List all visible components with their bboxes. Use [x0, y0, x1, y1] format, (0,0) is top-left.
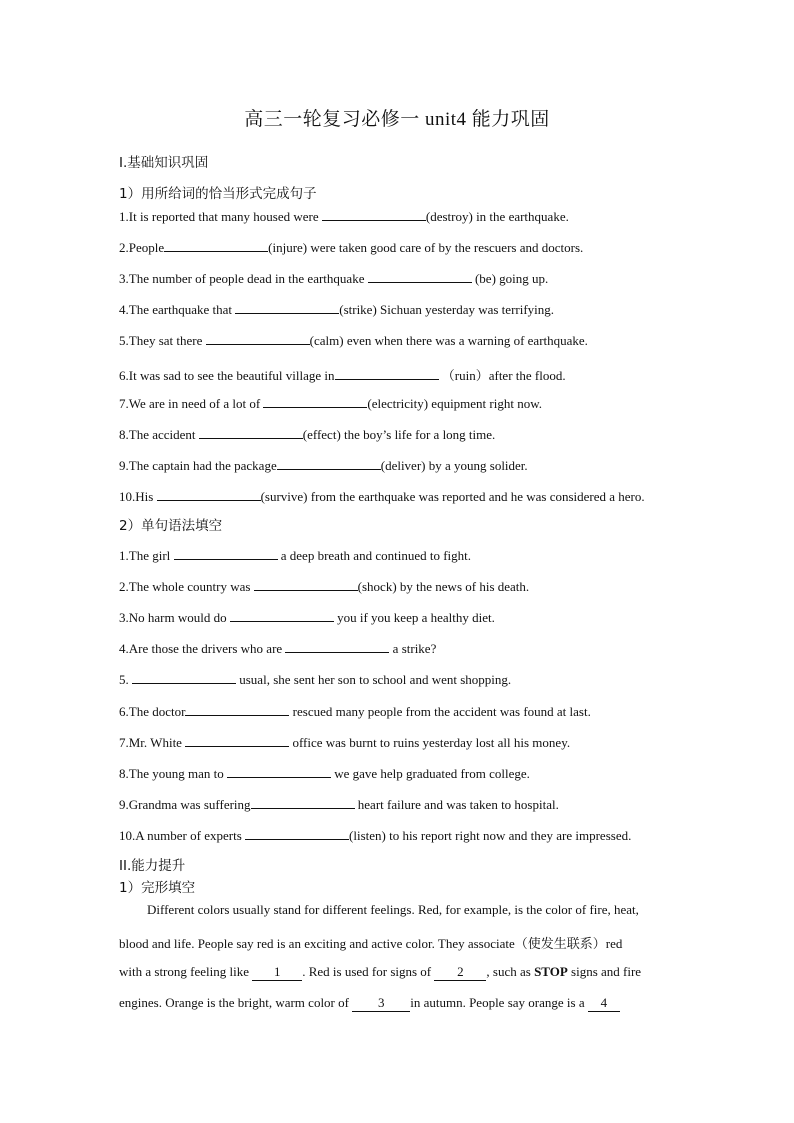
part2-item-9: [119, 797, 559, 813]
item-text-before: 1.The girl: [119, 548, 174, 563]
cloze-blank-4[interactable]: 4: [588, 995, 620, 1012]
part2-item-4: [119, 641, 436, 657]
item-text-before: 6.The doctor: [119, 703, 186, 719]
answer-blank[interactable]: [185, 704, 289, 716]
item-text-after: a strike?: [389, 641, 437, 657]
item-text-before: 4.The earthquake that: [119, 302, 236, 318]
item-text-before: 7.We are in need of a lot of: [119, 395, 264, 411]
part2-item-10: [119, 828, 631, 844]
item-text-after: (strike) Sichuan yesterday was terrifying.: [339, 302, 555, 318]
item-text-after: (effect) the boy’s life for a long time.: [302, 426, 496, 442]
cloze-heading: 1）完形填空: [119, 880, 196, 896]
passage-text: in autumn. People say orange is a: [410, 995, 588, 1010]
answer-blank[interactable]: [157, 489, 261, 501]
answer-blank[interactable]: [164, 240, 268, 252]
stop-word: STOP: [534, 964, 568, 979]
passage-text: blood and life. People say red is an exciting and active color. They associate（使发生联系）red: [119, 936, 623, 951]
passage-line-1: [147, 902, 674, 918]
answer-blank[interactable]: [263, 396, 367, 408]
part1-item-3: [119, 271, 548, 287]
part1-item-9: [119, 458, 528, 474]
item-text-before: 10.A number of experts: [119, 827, 246, 843]
item-text-after: （ruin）after the flood.: [438, 367, 566, 383]
part1-item-8: [119, 427, 495, 443]
item-text-before: 5.: [119, 672, 132, 688]
answer-blank[interactable]: [230, 610, 334, 622]
item-text-after: rescued many people from the accident was found at last.: [289, 703, 591, 719]
part1-item-4: [119, 302, 554, 318]
answer-blank[interactable]: [335, 368, 439, 380]
cloze-blank-1[interactable]: 1: [252, 964, 302, 981]
answer-blank[interactable]: [206, 333, 310, 345]
item-text-before: 6.It was sad to see the beautiful village in: [119, 367, 335, 383]
part2-item-2: [119, 579, 529, 595]
passage-text: with a strong feeling like: [119, 964, 253, 979]
item-text-after: we gave help graduated from college.: [330, 765, 530, 781]
answer-blank[interactable]: [368, 271, 472, 283]
answer-blank[interactable]: [227, 766, 331, 778]
part1-item-2: [119, 240, 583, 256]
item-text-after: you if you keep a healthy diet.: [333, 610, 495, 626]
passage-text: , such as: [486, 964, 535, 979]
part2-item-7: [119, 735, 570, 751]
item-text-before: 2.The whole country was: [119, 579, 254, 595]
item-text-after: office was burnt to ruins yesterday lost all his money.: [289, 734, 571, 750]
part1-item-10: [119, 489, 645, 505]
part2-item-3: [119, 610, 495, 626]
part-2-heading: 2）单句语法填空: [119, 518, 223, 534]
item-text-before: 7.Mr. White: [119, 734, 186, 750]
item-text-before: 8.The young man to: [119, 765, 227, 781]
section-1-heading: Ⅰ.基础知识巩固: [119, 155, 209, 171]
answer-blank[interactable]: [245, 828, 349, 840]
part1-item-7: [119, 396, 542, 412]
part1-item-1: [119, 209, 569, 225]
passage-text: Different colors usually stand for different feelings. Red, for example, is the color of fire, heat,: [147, 902, 639, 917]
answer-blank[interactable]: [185, 735, 289, 747]
item-text-before: 4.Are those the drivers who are: [119, 641, 286, 657]
answer-blank[interactable]: [285, 641, 389, 653]
item-text-after: (calm) even when there was a warning of earthquake.: [309, 333, 588, 349]
part2-item-1: [119, 548, 471, 564]
item-text-before: 10.His: [119, 488, 157, 504]
document-title: 高三一轮复习必修一 unit4 能力巩固: [244, 109, 550, 130]
passage-line-4: [119, 995, 674, 1012]
item-text-after: (injure) were taken good care of by the rescuers and doctors.: [268, 240, 584, 256]
passage-line-3: [119, 964, 674, 981]
passage-line-2: [119, 933, 674, 952]
item-text-after: usual, she sent her son to school and went shopping.: [236, 672, 512, 688]
item-text-before: 8.The accident: [119, 426, 199, 442]
part1-item-6: [119, 365, 566, 384]
item-text-after: (survive) from the earthquake was reported and he was considered a hero.: [260, 488, 645, 504]
item-text-after: (listen) to his report right now and they are impressed.: [349, 827, 632, 843]
part2-item-8: [119, 766, 530, 782]
passage-text: . Red is used for signs of: [302, 964, 435, 979]
item-text-after: (deliver) by a young solider.: [380, 457, 528, 473]
part-1-heading: 1）用所给词的恰当形式完成句子: [119, 186, 317, 202]
item-text-after: (be) going up.: [471, 271, 549, 287]
item-text-before: 5.They sat there: [119, 333, 206, 349]
item-text-after: (shock) by the news of his death.: [357, 579, 530, 595]
passage-text: engines. Orange is the bright, warm color of: [119, 995, 353, 1010]
item-text-after: (destroy) in the earthquake.: [425, 209, 569, 224]
part1-item-5: [119, 333, 588, 349]
passage-text: signs and fire: [567, 964, 642, 979]
item-text-before: 2.People: [119, 240, 165, 256]
item-text-before: 3.No harm would do: [119, 610, 230, 626]
answer-blank[interactable]: [174, 548, 278, 560]
part2-item-6: [119, 704, 591, 720]
part2-item-5: [119, 672, 511, 688]
section-2-heading: II.能力提升: [119, 858, 186, 874]
answer-blank[interactable]: [199, 427, 303, 439]
item-text-after: heart failure and was taken to hospital.: [354, 796, 559, 812]
answer-blank[interactable]: [132, 672, 236, 684]
item-text-before: 9.The captain had the package: [119, 457, 277, 473]
item-text-after: a deep breath and continued to fight.: [277, 548, 472, 563]
cloze-blank-2[interactable]: 2: [434, 964, 486, 981]
answer-blank[interactable]: [251, 797, 355, 809]
answer-blank[interactable]: [277, 458, 381, 470]
cloze-blank-3[interactable]: 3: [352, 995, 410, 1012]
item-text-before: 3.The number of people dead in the earthquake: [119, 271, 368, 287]
answer-blank[interactable]: [322, 209, 426, 221]
item-text-before: 1.It is reported that many housed were: [119, 209, 322, 224]
item-text-before: 9.Grandma was suffering: [119, 796, 251, 812]
answer-blank[interactable]: [254, 579, 358, 591]
answer-blank[interactable]: [235, 302, 339, 314]
item-text-after: (electricity) equipment right now.: [367, 395, 543, 411]
